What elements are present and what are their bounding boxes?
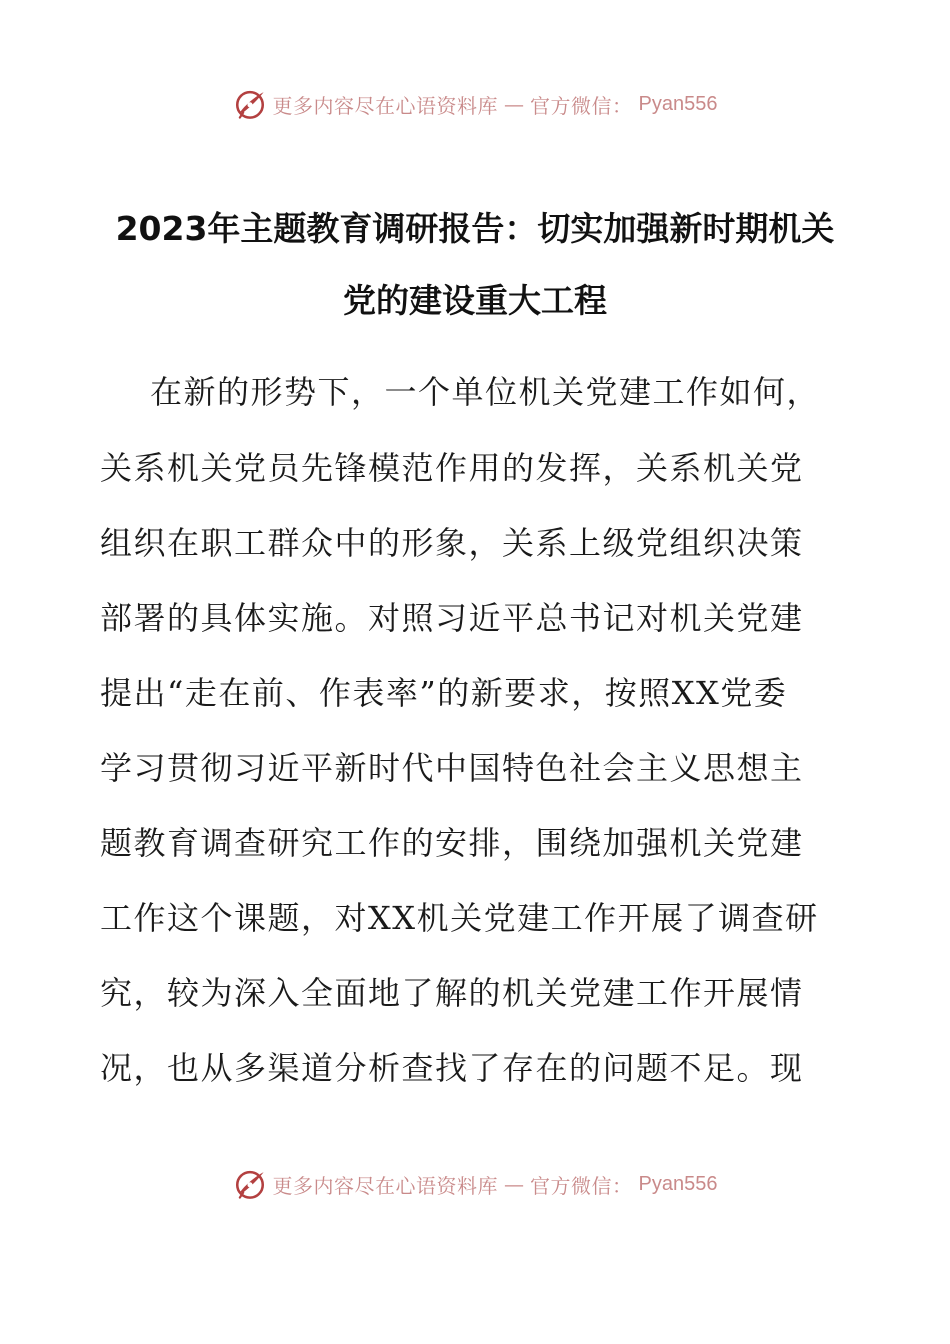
watermark-official-label: 官方微信：: [530, 1173, 633, 1198]
body-line: 部署的具体实施。对照习近平总书记对机关党建: [100, 599, 804, 637]
body-line: 在新的形势下，一个单位机关党建工作如何，: [150, 373, 821, 411]
body-line: 组织在职工群众中的形象，关系上级党组织决策: [100, 524, 804, 562]
watermark-wechat-id: Pyan556: [638, 1172, 718, 1195]
watermark-separator: —: [504, 1172, 525, 1196]
document-title-line-2: 党的建设重大工程: [343, 281, 607, 320]
watermark-text: 更多内容尽在心语资料库: [272, 93, 499, 118]
body-line: 况，也从多渠道分析查找了存在的问题不足。现: [100, 1049, 804, 1087]
body-line: 工作这个课题，对XX机关党建工作开展了调查研: [100, 899, 819, 937]
watermark-text: 更多内容尽在心语资料库: [272, 1173, 499, 1198]
watermark-official-label: 官方微信：: [530, 93, 633, 118]
quill-pen-logo-icon: [233, 1167, 267, 1201]
body-line: 学习贯彻习近平新时代中国特色社会主义思想主: [100, 749, 804, 787]
header-watermark: [0, 84, 950, 124]
watermark-separator: —: [504, 92, 525, 116]
body-line: 提出“走在前、作表率”的新要求，按照XX党委: [100, 674, 788, 712]
body-line: 关系机关党员先锋模范作用的发挥，关系机关党: [100, 449, 804, 487]
body-line: 究，较为深入全面地了解的机关党建工作开展情: [100, 974, 804, 1012]
footer-watermark: [0, 1164, 950, 1204]
quill-pen-logo-icon: [233, 87, 267, 121]
body-line: 题教育调查研究工作的安排，围绕加强机关党建: [100, 824, 804, 862]
watermark-wechat-id: Pyan556: [638, 92, 718, 115]
document-title-line-1: 2023年主题教育调研报告：切实加强新时期机关: [115, 209, 835, 248]
